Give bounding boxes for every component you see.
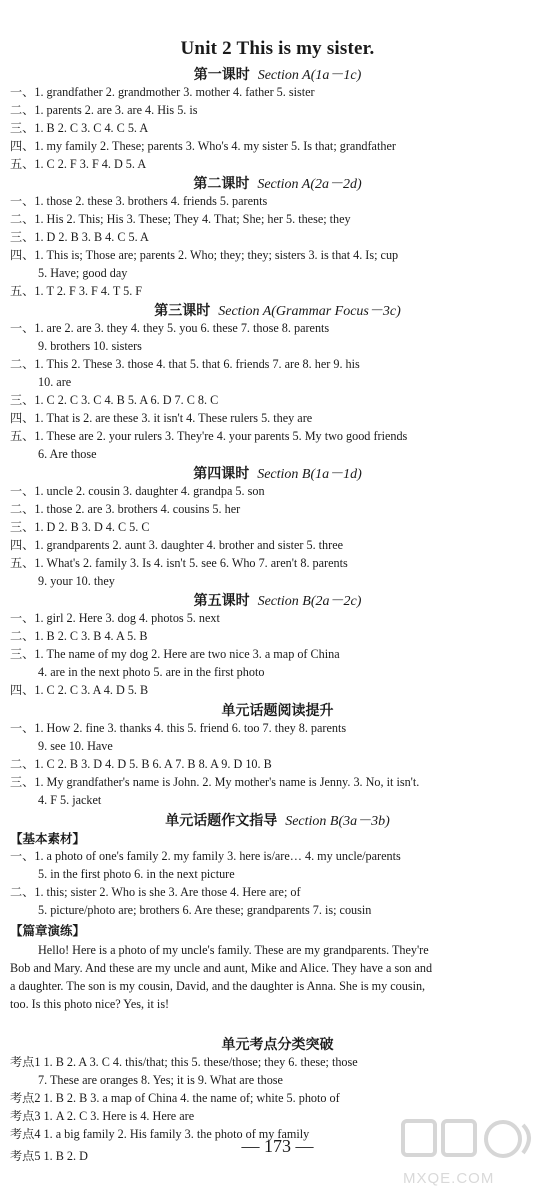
section-heading-cn: 单元考点分类突破	[221, 1037, 334, 1053]
answer-line: 四、1. C 2. C 3. A 4. D 5. B	[10, 683, 149, 697]
answer-line: 二、1. This 2. These 3. those 4. that 5. that 6. friends 7. are 8. her 9. his	[10, 357, 360, 371]
answer-line: 二、1. parents 2. are 3. are 4. His 5. is	[10, 103, 198, 117]
answer-line: 一、1. a photo of one's family 2. my family 3. here is/are… 4. my uncle/parents	[10, 849, 401, 863]
section-heading-cn: 第四课时	[193, 466, 250, 482]
answer-line: 一、1. those 2. these 3. brothers 4. friends 5. parents	[10, 194, 268, 208]
answer-line: 考点4 1. a big family 2. His family 3. the photo of my family	[10, 1127, 310, 1141]
section-heading-cn: 第一课时	[193, 67, 250, 83]
answer-line: 三、1. The name of my dog 2. Here are two nice 3. a map of China	[10, 647, 340, 661]
answer-line: 五、1. These are 2. your rulers 3. They're 4. your parents 5. My two good friends	[10, 429, 408, 443]
answer-line: 四、1. That is 2. are these 3. it isn't 4. These rulers 5. they are	[10, 411, 313, 425]
answer-line: 9. see 10. Have	[38, 739, 113, 753]
answer-line: 9. your 10. they	[38, 574, 115, 588]
section-heading	[0, 1034, 555, 1054]
answer-line: 五、1. C 2. F 3. F 4. D 5. A	[10, 157, 147, 171]
answer-line: 考点2 1. B 2. B 3. a map of China 4. the name of; white 5. photo of	[10, 1091, 340, 1105]
subsection-label: 【篇章演练】	[10, 923, 86, 938]
unit-title: Unit 2 This is my sister.	[180, 38, 375, 59]
answer-line: 二、1. B 2. C 3. B 4. A 5. B	[10, 629, 148, 643]
answer-line: 10. are	[38, 375, 72, 389]
section-heading-en: Section A(1a－1c)	[257, 68, 362, 83]
section-heading-cn: 第五课时	[193, 593, 250, 609]
answer-line: 4. are in the next photo 5. are in the first photo	[38, 665, 265, 679]
answer-line: 4. F 5. jacket	[38, 793, 102, 807]
answer-line: 二、1. His 2. This; His 3. These; They 4. That; She; her 5. these; they	[10, 212, 351, 226]
answer-line: too. Is this photo nice? Yes, it is!	[10, 997, 170, 1011]
answer-line: 四、1. grandparents 2. aunt 3. daughter 4. brother and sister 5. three	[10, 538, 344, 552]
answer-line: 考点1 1. B 2. A 3. C 4. this/that; this 5. these/those; they 6. these; those	[10, 1055, 358, 1069]
answer-line: 三、1. B 2. C 3. C 4. C 5. A	[10, 121, 149, 135]
answer-line: Hello! Here is a photo of my uncle's family. These are my grandparents. They're	[38, 943, 429, 957]
section-heading-cn: 第二课时	[193, 176, 250, 192]
answer-line: 5. Have; good day	[38, 266, 128, 280]
section-heading	[0, 64, 555, 84]
section-heading	[0, 810, 555, 830]
answer-line: 考点3 1. A 2. C 3. Here is 4. Here are	[10, 1109, 195, 1123]
answer-line: 二、1. this; sister 2. Who is she 3. Are those 4. Here are; of	[10, 885, 301, 899]
answer-line: 一、1. girl 2. Here 3. dog 4. photos 5. next	[10, 611, 220, 625]
answer-line: 5. picture/photo are; brothers 6. Are these; grandparents 7. is; cousin	[38, 903, 372, 917]
answer-line: 四、1. This is; Those are; parents 2. Who; they; they; sisters 3. is that 4. Is; cup	[10, 248, 399, 262]
answer-line: 考点5 1. B 2. D	[10, 1149, 88, 1163]
watermark-text: MXQE.COM	[403, 1170, 495, 1187]
section-heading	[0, 173, 555, 193]
section-heading-cn: 单元话题作文指导	[165, 813, 278, 829]
answer-line: 五、1. What's 2. family 3. Is 4. isn't 5. see 6. Who 7. aren't 8. parents	[10, 556, 348, 570]
section-heading	[0, 700, 555, 720]
answer-line: 5. in the first photo 6. in the next picture	[38, 867, 235, 881]
page-number: — 173 —	[241, 1136, 314, 1156]
subsection-label: 【基本素材】	[10, 831, 86, 846]
answer-line: 6. Are those	[38, 447, 97, 461]
section-heading-en: Section B(3a－3b)	[285, 814, 390, 829]
section-heading	[0, 463, 555, 483]
answer-line: 五、1. T 2. F 3. F 4. T 5. F	[10, 284, 143, 298]
section-heading-en: Section A(Grammar Focus－3c)	[218, 304, 401, 319]
answer-line: 三、1. C 2. C 3. C 4. B 5. A 6. D 7. C 8. C	[10, 393, 219, 407]
section-heading-en: Section B(2a－2c)	[257, 594, 362, 609]
section-heading-en: Section A(2a－2d)	[257, 177, 362, 192]
answer-line: Bob and Mary. And these are my uncle and aunt, Mike and Alice. They have a son and	[10, 961, 433, 975]
answer-line: 二、1. those 2. are 3. brothers 4. cousins 5. her	[10, 502, 241, 516]
answer-line: 一、1. How 2. fine 3. thanks 4. this 5. friend 6. too 7. they 8. parents	[10, 721, 347, 735]
answer-line: 四、1. my family 2. These; parents 3. Who's 4. my sister 5. Is that; grandfather	[10, 139, 396, 153]
section-heading	[0, 590, 555, 610]
answer-line: 二、1. C 2. B 3. D 4. D 5. B 6. A 7. B 8. A 9. D 10. B	[10, 757, 272, 771]
answer-line: 9. brothers 10. sisters	[38, 339, 142, 353]
answer-line: a daughter. The son is my cousin, David, and the daughter is Anna. She is my cousin,	[10, 979, 426, 993]
answer-line: 三、1. D 2. B 3. B 4. C 5. A	[10, 230, 149, 244]
section-heading-en: Section B(1a－1d)	[257, 467, 362, 482]
answer-line: 三、1. My grandfather's name is John. 2. My mother's name is Jenny. 3. No, it isn't.	[10, 775, 420, 789]
section-heading-cn: 单元话题阅读提升	[221, 703, 334, 719]
answer-line: 一、1. grandfather 2. grandmother 3. mother 4. father 5. sister	[10, 85, 315, 99]
section-heading	[0, 300, 555, 320]
answer-line: 一、1. are 2. are 3. they 4. they 5. you 6. these 7. those 8. parents	[10, 321, 330, 335]
answer-line: 一、1. uncle 2. cousin 3. daughter 4. grandpa 5. son	[10, 484, 265, 498]
answer-line: 7. These are oranges 8. Yes; it is 9. What are those	[38, 1073, 283, 1087]
answer-line: 三、1. D 2. B 3. D 4. C 5. C	[10, 520, 150, 534]
section-heading-cn: 第三课时	[154, 303, 211, 319]
